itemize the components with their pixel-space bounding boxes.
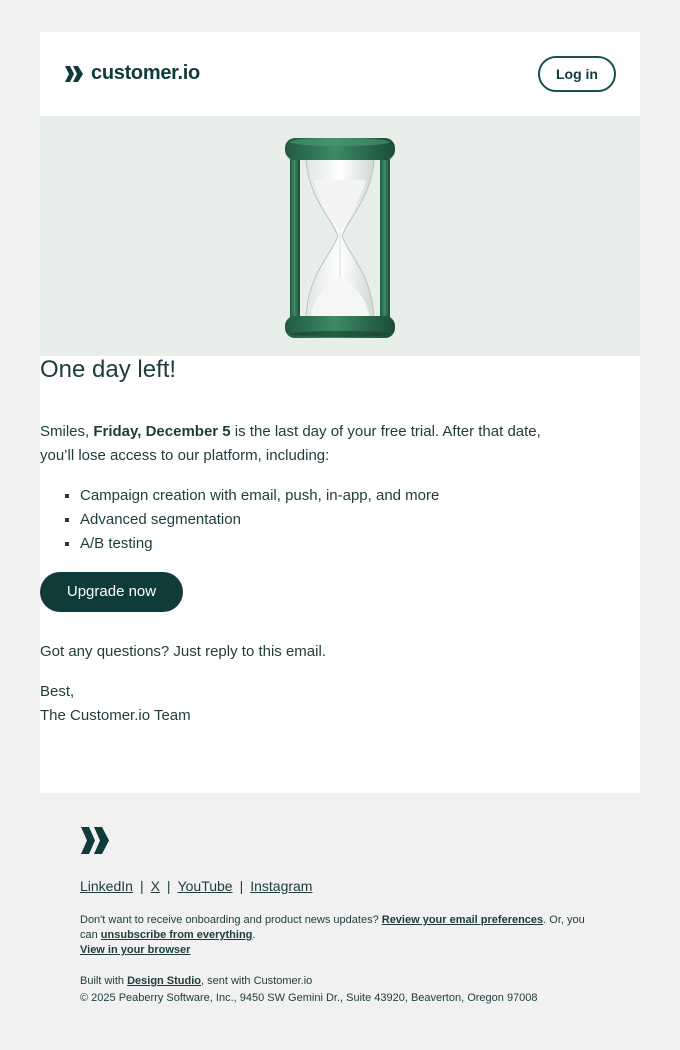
youtube-link[interactable]: YouTube: [177, 878, 233, 894]
unsub-lead: Don't want to receive onboarding and product news updates?: [80, 914, 382, 926]
list-item: ▪ Advanced segmentation: [80, 508, 560, 532]
signature: The Customer.io Team: [40, 707, 191, 724]
unsubscribe-notice: [80, 913, 600, 958]
email-preferences-link[interactable]: Review your email preferences: [381, 914, 544, 926]
separator: |: [139, 878, 144, 894]
built-rest: , sent with Customer.io: [201, 975, 313, 987]
view-in-browser-link[interactable]: View in your browser: [80, 944, 191, 956]
separator: |: [239, 878, 244, 894]
email-heading: One day left!: [40, 356, 177, 383]
email-header: [40, 32, 640, 116]
unsub-end: .: [252, 929, 256, 941]
questions-text: Got any questions? Just reply to this email.: [40, 643, 326, 660]
unsub-mid: . Or, you can: [80, 914, 585, 941]
intro-lead: Smiles,: [40, 423, 94, 440]
email-footer: [80, 826, 600, 1006]
linkedin-link[interactable]: LinkedIn: [80, 878, 133, 894]
intro-paragraph: [40, 420, 560, 468]
feature-list: [80, 484, 560, 556]
separator: |: [166, 878, 171, 894]
brand-logo[interactable]: [64, 62, 200, 85]
built-with: [80, 974, 600, 989]
design-studio-link[interactable]: Design Studio: [127, 975, 202, 987]
x-link[interactable]: X: [150, 878, 160, 894]
instagram-link[interactable]: Instagram: [250, 878, 313, 894]
hourglass-icon: [284, 136, 396, 340]
built-lead: Built with: [80, 975, 128, 987]
list-item: ▪ A/B testing: [80, 532, 560, 556]
upgrade-now-button[interactable]: Upgrade now: [40, 572, 183, 612]
brand-mark-icon[interactable]: [80, 826, 110, 855]
copyright: © 2025 Peaberry Software, Inc., 9450 SW Gemini Dr., Suite 43920, Beaverton, Oregon 97008: [80, 992, 538, 1004]
social-links: [80, 876, 600, 896]
signoff: Best,: [40, 683, 75, 700]
trial-end-date: Friday, December 5: [93, 423, 231, 440]
brand-mark-icon: [64, 65, 84, 83]
unsubscribe-link[interactable]: unsubscribe from everything: [100, 929, 253, 941]
brand-name: customer.io: [91, 62, 200, 84]
login-button[interactable]: Log in: [538, 56, 616, 92]
list-item: ▪ Campaign creation with email, push, in-app, and more: [80, 484, 560, 508]
email-body: [40, 354, 560, 728]
hero-banner: [40, 116, 640, 356]
intro-rest: is the last day of your free trial. After that date, you’ll lose access to our platform, including:: [40, 423, 541, 464]
